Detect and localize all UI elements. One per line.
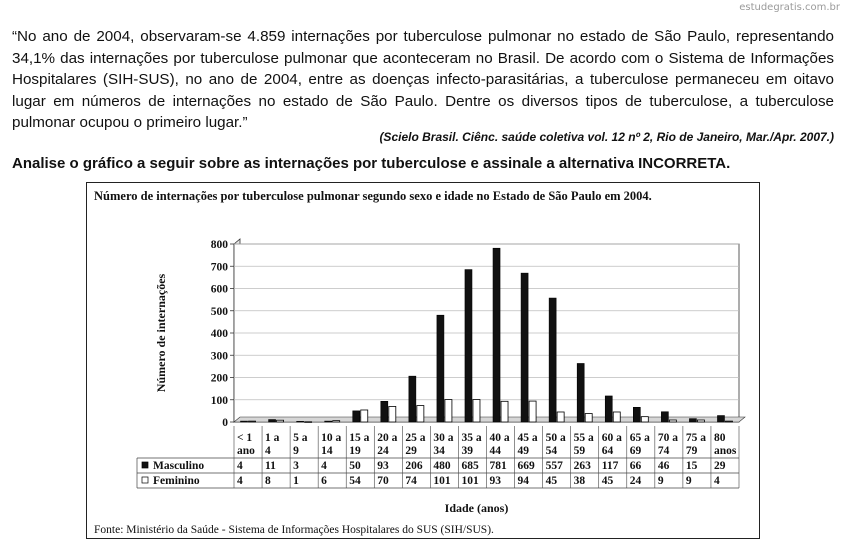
category-label-line1: 75 a <box>685 432 707 444</box>
table-value: 8 <box>265 475 271 487</box>
table-value: 685 <box>461 460 479 472</box>
category-label-line2: 19 <box>349 445 361 457</box>
legend-label: Masculino <box>153 460 205 472</box>
quote-text: “No ano de 2004, observaram-se 4.859 internações por tuberculose pulmonar no estado de São Paulo, representando 34,1% das internações por tuberculose pulmonar que aconteceram no Brasil. De acordo com o Sistema de Informações Hospitalares (SIH-SUS), no ano de 2004, entre as doenças infecto-parasitárias, a tuberculose permaneceu em oitavo lugar em números de internações no estado de São Paulo. Dentre os diversos tipos de tuberculose, a tuberculose pulmonar ocupou o primeiro lugar.” <box>12 28 834 131</box>
table-value: 4 <box>321 460 327 472</box>
bar-masculino <box>577 363 584 422</box>
table-value: 11 <box>265 460 276 472</box>
category-label-line2: 54 <box>545 445 558 457</box>
category-label-line2: 24 <box>377 445 389 457</box>
category-label-line2: 34 <box>433 445 445 457</box>
category-label-line1: < 1 <box>237 432 253 444</box>
table-value: 93 <box>377 460 389 472</box>
table-value: 4 <box>237 475 243 487</box>
table-value: 206 <box>405 460 423 472</box>
bar-masculino <box>381 401 388 422</box>
category-label-line1: 15 a <box>349 432 370 444</box>
table-value: 24 <box>629 475 642 487</box>
category-label-line2: 74 <box>657 445 670 457</box>
table-value: 50 <box>349 460 361 472</box>
table-value: 9 <box>657 475 664 487</box>
table-value: 101 <box>433 475 451 487</box>
category-label-line1: 30 a <box>433 432 454 444</box>
table-value: 54 <box>349 475 361 487</box>
table-value: 70 <box>377 475 389 487</box>
bar-masculino <box>493 248 500 422</box>
question-text: Analise o gráfico a seguir sobre as internações por tuberculose e assinale a alternativa INCORRETA. <box>12 155 731 172</box>
legend-label: Feminino <box>153 475 200 487</box>
y-tick-label: 100 <box>210 394 228 407</box>
bar-feminino <box>473 400 480 422</box>
table-value: 46 <box>657 460 670 472</box>
table-value: 93 <box>489 475 501 487</box>
y-tick-label: 300 <box>210 350 228 363</box>
bar-feminino <box>277 420 284 422</box>
table-value: 4 <box>713 475 720 487</box>
category-label-line1: 1 a <box>265 432 280 444</box>
table-value: 1 <box>293 475 299 487</box>
category-label-line1: 45 a <box>517 432 538 444</box>
bar-masculino <box>465 270 472 422</box>
table-value: 669 <box>517 460 535 472</box>
table-value: 480 <box>433 460 451 472</box>
bar-masculino <box>409 376 416 422</box>
bar-masculino <box>269 420 276 422</box>
bar-feminino <box>305 422 312 423</box>
category-label-line1: 40 a <box>489 432 510 444</box>
category-label-line2: 14 <box>321 445 333 457</box>
bar-masculino <box>549 298 556 422</box>
bar-feminino <box>249 421 256 422</box>
category-label-line1: 55 a <box>573 432 594 444</box>
bar-feminino <box>669 420 676 422</box>
table-value: 45 <box>601 475 614 487</box>
bar-feminino <box>501 401 508 422</box>
bar-masculino <box>437 315 444 422</box>
category-label-line2: 9 <box>293 445 299 457</box>
bar-masculino <box>661 412 668 422</box>
bar-feminino <box>725 421 732 422</box>
bar-masculino <box>521 273 528 422</box>
category-label-line2: 64 <box>601 445 614 457</box>
category-label-line2: 29 <box>405 445 417 457</box>
bar-feminino <box>333 421 340 422</box>
table-value: 38 <box>573 475 586 487</box>
table-value: 9 <box>685 475 692 487</box>
category-label-line1: 65 a <box>629 432 650 444</box>
category-label-line2: 4 <box>265 445 271 457</box>
category-label-line2: 49 <box>517 445 530 457</box>
bar-masculino <box>717 416 724 422</box>
table-value: 74 <box>405 475 417 487</box>
bar-feminino <box>641 417 648 422</box>
chart-source: Fonte: Ministério da Saúde - Sistema de Informações Hospitalares do SUS (SIH/SUS). <box>94 524 494 536</box>
category-label-line2: ano <box>237 445 255 457</box>
table-value: 94 <box>517 475 530 487</box>
bar-masculino <box>325 421 332 422</box>
y-tick-label: 600 <box>210 283 228 296</box>
category-label-line2: 39 <box>461 445 473 457</box>
category-label-line1: 35 a <box>461 432 482 444</box>
table-value: 29 <box>713 460 726 472</box>
category-label-line1: 50 a <box>545 432 566 444</box>
category-label-line2: anos <box>713 445 737 457</box>
bar-masculino <box>633 407 640 422</box>
category-label-line1: 80 <box>713 432 726 444</box>
category-label-line1: 10 a <box>321 432 342 444</box>
category-label-line1: 5 a <box>293 432 308 444</box>
y-tick-label: 400 <box>210 328 228 340</box>
table-value: 3 <box>293 460 299 472</box>
chart-box <box>86 182 760 539</box>
table-value: 66 <box>629 460 642 472</box>
bar-masculino <box>605 396 612 422</box>
y-tick-label: 800 <box>210 239 228 251</box>
bar-feminino <box>445 400 452 422</box>
category-label-line1: 70 a <box>657 432 678 444</box>
bar-feminino <box>585 414 592 422</box>
table-value: 263 <box>573 460 591 472</box>
bar-feminino <box>557 412 564 422</box>
y-axis-title: Número de internações <box>154 273 168 393</box>
chart-title: Número de internações por tuberculose pulmonar segundo sexo e idade no Estado de São Paulo em 2004. <box>94 189 652 203</box>
table-value: 45 <box>545 475 558 487</box>
category-label-line1: 25 a <box>405 432 426 444</box>
bar-feminino <box>361 410 368 422</box>
bar-masculino <box>353 411 360 422</box>
category-label-line2: 79 <box>685 445 698 457</box>
watermark: estudegratis.com.br <box>739 2 840 13</box>
table-value: 101 <box>461 475 479 487</box>
citation: (Scielo Brasil. Ciênc. saúde coletiva vol. 12 nº 2, Rio de Janeiro, Mar./Apr. 2007.) <box>379 130 834 144</box>
category-label-line2: 59 <box>573 445 586 457</box>
legend-swatch <box>142 462 148 468</box>
bar-masculino <box>297 421 304 422</box>
category-label-line2: 44 <box>489 445 501 457</box>
bar-feminino <box>417 406 424 422</box>
table-value: 557 <box>545 460 563 472</box>
y-tick-label: 0 <box>222 417 228 429</box>
bar-masculino <box>689 419 696 422</box>
bar-feminino <box>389 406 396 422</box>
table-value: 6 <box>321 475 327 487</box>
legend-swatch <box>142 477 148 483</box>
bar-feminino <box>613 412 620 422</box>
table-value: 117 <box>601 460 619 472</box>
category-label-line1: 20 a <box>377 432 398 444</box>
category-label-line2: 69 <box>629 445 642 457</box>
bar-feminino <box>697 420 704 422</box>
bar-masculino <box>241 421 248 422</box>
bar-feminino <box>529 401 536 422</box>
y-tick-label: 500 <box>210 305 228 318</box>
x-axis-title: Idade (anos) <box>444 501 509 515</box>
y-tick-label: 700 <box>210 261 228 274</box>
table-value: 15 <box>685 460 698 472</box>
table-value: 4 <box>237 460 243 472</box>
category-label-line1: 60 a <box>601 432 622 444</box>
y-tick-label: 200 <box>210 372 228 385</box>
bar-chart <box>87 183 759 538</box>
table-value: 781 <box>489 460 507 472</box>
